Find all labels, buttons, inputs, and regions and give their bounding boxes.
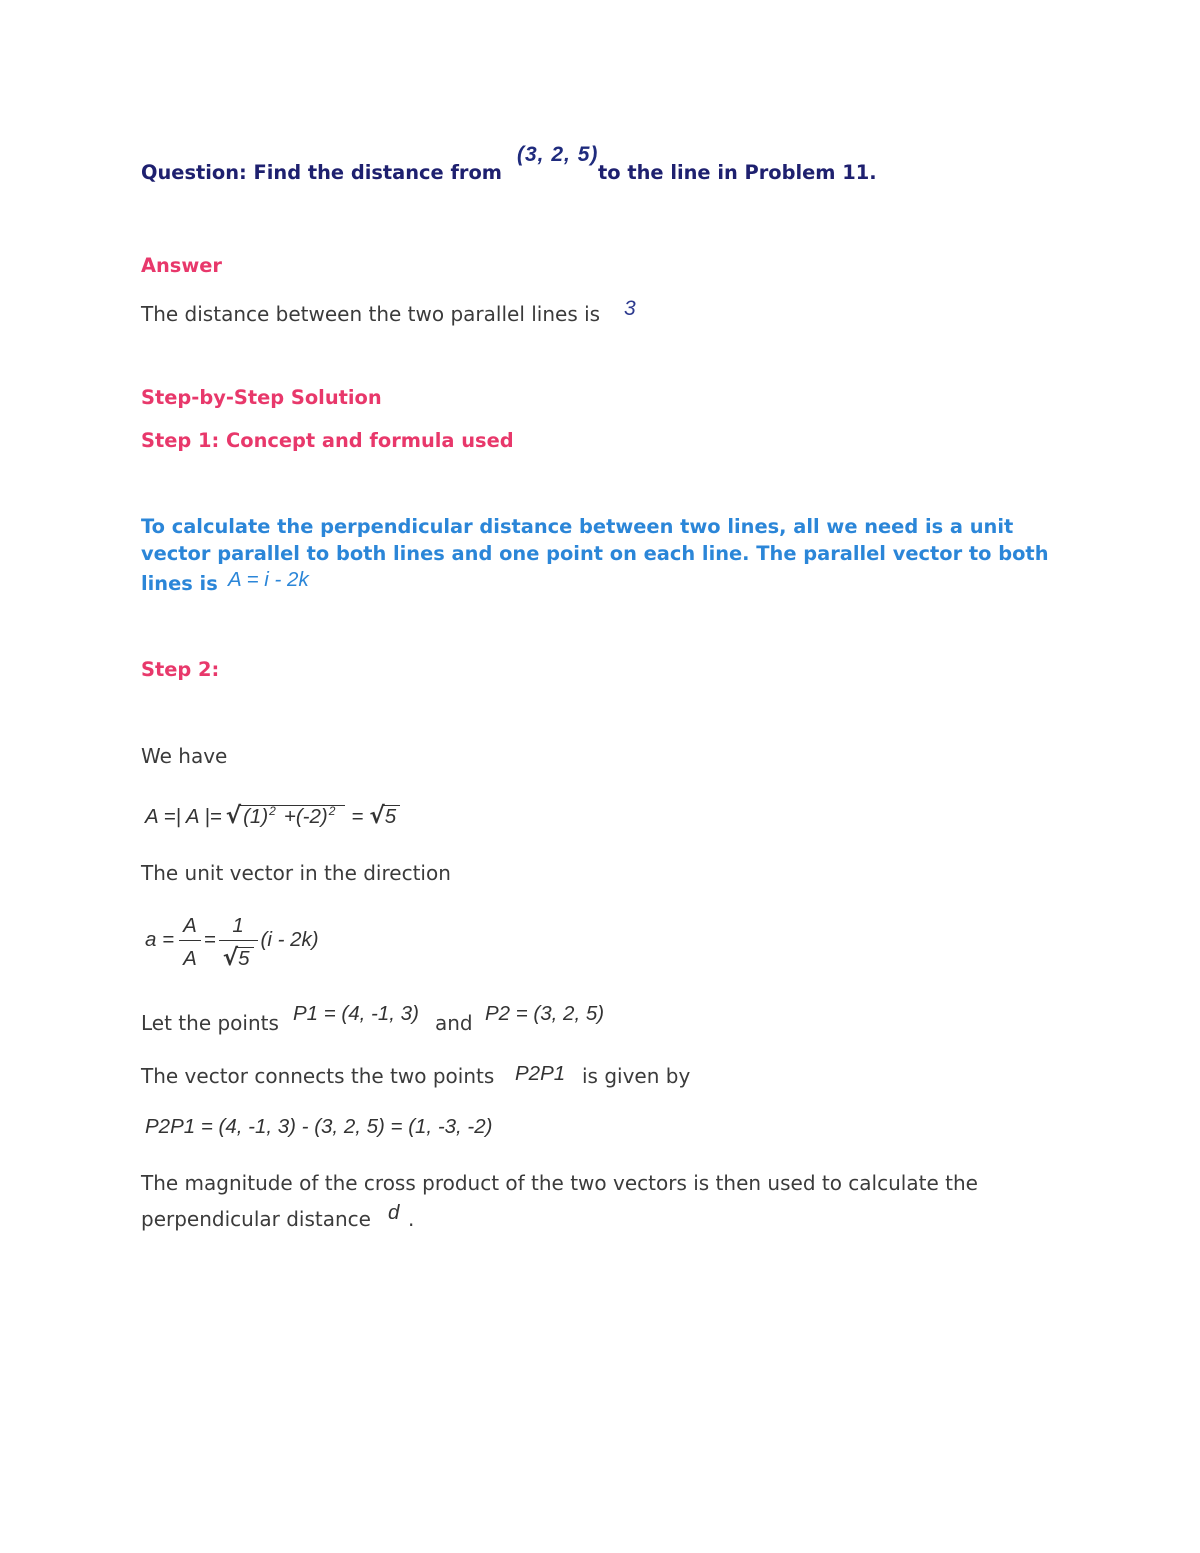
point-p1: P1 = (4, -1, 3) xyxy=(293,1002,419,1025)
answer-heading: Answer xyxy=(141,254,222,277)
connect-text: The vector connects the two points xyxy=(141,1064,495,1088)
difference-equation: P2P1 = (4, -1, 3) - (3, 2, 5) = (1, -3, -2) xyxy=(145,1115,493,1138)
term-one: (1) xyxy=(243,805,269,828)
magnitude-lhs: A =| A |= xyxy=(145,805,222,828)
fraction-numerator: A xyxy=(183,913,197,937)
solution-heading: Step-by-Step Solution xyxy=(141,386,382,409)
connect-suffix: is given by xyxy=(582,1064,691,1088)
question-prefix: Question: Find the distance from xyxy=(141,161,502,184)
vector-name: P2P1 xyxy=(515,1062,566,1085)
points-text: Let the points xyxy=(141,1011,279,1035)
unit-vector-lhs: a = xyxy=(145,928,175,951)
step1-line: vector parallel to both lines and one point on each line. The parallel vector to both xyxy=(141,542,1049,565)
fraction-denominator: A xyxy=(179,940,201,973)
fraction-numerator: 1 xyxy=(232,913,244,937)
radical-sign: √ xyxy=(222,944,239,971)
step1-line: lines is xyxy=(141,572,218,595)
radical-sign: √ xyxy=(369,803,385,829)
question-point: (3, 2, 5) xyxy=(517,143,599,166)
equals-sign: = xyxy=(203,928,216,951)
fraction-denominator xyxy=(219,940,258,973)
parallel-vector-formula: A = i - 2k xyxy=(228,568,309,591)
question-suffix: to the line in Problem 11. xyxy=(598,161,877,184)
magnitude-equation xyxy=(145,803,400,831)
fraction-a-over-a xyxy=(179,908,201,973)
distance-symbol: d xyxy=(388,1201,400,1224)
point-p2: P2 = (3, 2, 5) xyxy=(485,1002,605,1025)
cross-product-line: The magnitude of the cross product of the two vectors is then used to calculate the xyxy=(141,1171,978,1195)
radicand: 5 xyxy=(236,947,253,970)
cross-product-line: perpendicular distance xyxy=(141,1207,371,1231)
and-text: and xyxy=(435,1011,473,1035)
fraction-one-over-root-five xyxy=(219,908,258,973)
unit-vector-text: The unit vector in the direction xyxy=(141,861,451,885)
equals-sign: = xyxy=(351,805,364,828)
step1-line: To calculate the perpendicular distance between two lines, all we need is a unit xyxy=(141,515,1014,538)
exponent-one: 2 xyxy=(269,804,276,818)
term-two: +(-2) xyxy=(283,805,328,828)
step1-heading: Step 1: Concept and formula used xyxy=(141,429,514,452)
answer-value: 3 xyxy=(624,297,636,320)
we-have-text: We have xyxy=(141,744,228,768)
answer-text: The distance between the two parallel lines is xyxy=(141,302,601,326)
step2-heading: Step 2: xyxy=(141,658,220,681)
radicand xyxy=(239,805,345,828)
exponent-two: 2 xyxy=(328,804,336,818)
radicand-result: 5 xyxy=(383,805,400,828)
radical-sign: √ xyxy=(225,803,242,829)
unit-vector-equation xyxy=(145,907,319,973)
direction-factor: (i - 2k) xyxy=(260,928,319,951)
sentence-period: . xyxy=(408,1207,415,1231)
